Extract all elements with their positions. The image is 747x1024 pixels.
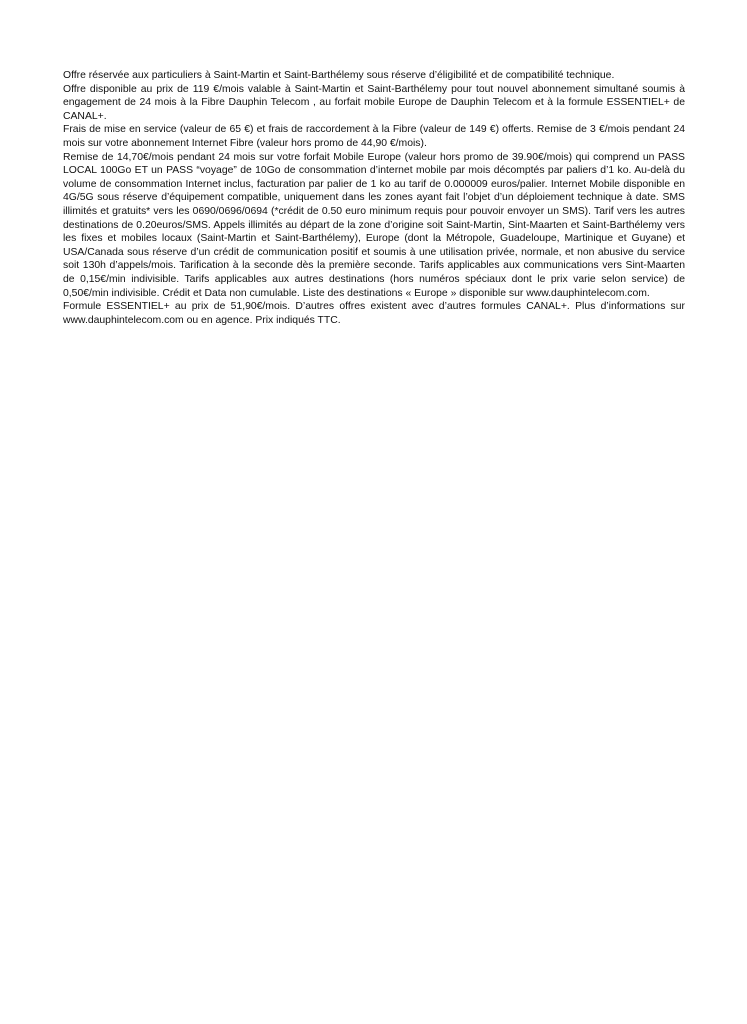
legal-notice [63,69,685,327]
paragraph-mobile-terms: Remise de 14,70€/mois pendant 24 mois sur votre forfait Mobile Europe (valeur hors promo de 39.90€/mois) qui comprend un PASS LOCAL 100Go ET un PASS “voyage” de 10Go de consommation d’internet mobile par mois décomptés par paliers d’1 ko. Au-delà du volume de consommation Internet inclus, facturation par palier de 1 ko au tarif de 0.000009 euros/palier. Internet Mobile disponible en 4G/5G sous réserve d’équipement compatible, uniquement dans les zones ayant fait l’objet d’un déploiement technique à date. SMS illimités et gratuits* vers les 0690/0696/0694 (*crédit de 0.50 euro minimum requis pour pouvoir envoyer un SMS). Tarif vers les autres destinations de 0.20euros/SMS. Appels illimités au départ de la zone d’origine soit Saint-Martin, Sint-Maarten et Saint-Barthélemy vers les fixes et mobiles locaux (Saint-Martin et Saint-Barthélemy), Europe (dont la Métropole, Guadeloupe, Martinique et Guyane) et USA/Canada sous réserve d’un crédit de communication positif et soumis à une utilisation privée, normale, et non abusive du service soit 130h d’appels/mois. Tarification à la seconde dès la première seconde. Tarifs applicables aux communications vers Sint-Maarten de 0,15€/min indivisible. Tarifs applicables aux autres destinations (hors numéros spéciaux dont le prix varie selon service) de 0,50€/min indivisible. Crédit et Data non cumulable. Liste des destinations « Europe » disponible sur www.dauphintelecom.com. [63,151,685,299]
paragraph-eligibility: Offre réservée aux particuliers à Saint-Martin et Saint-Barthélemy sous réserve d’éligibilité et de compatibilité technique. [63,70,615,81]
paragraph-canal-formula: Formule ESSENTIEL+ au prix de 51,90€/mois. D’autres offres existent avec d’autres formules CANAL+. Plus d’informations sur www.dauphintelecom.com ou en agence. Prix indiqués TTC. [63,301,685,326]
paragraph-offer-price: Offre disponible au prix de 119 €/mois valable à Saint-Martin et Saint-Barthélemy pour tout nouvel abonnement simultané soumis à engagement de 24 mois à la Fibre Dauphin Telecom , au forfait mobile Europe de Dauphin Telecom et à la formule ESSENTIEL+ de CANAL+. [63,83,685,122]
paragraph-fees: Frais de mise en service (valeur de 65 €) et frais de raccordement à la Fibre (valeur de 149 €) offerts. Remise de 3 €/mois pendant 24 mois sur votre abonnement Internet Fibre (valeur hors promo de 44,90 €/mois). [63,124,685,149]
